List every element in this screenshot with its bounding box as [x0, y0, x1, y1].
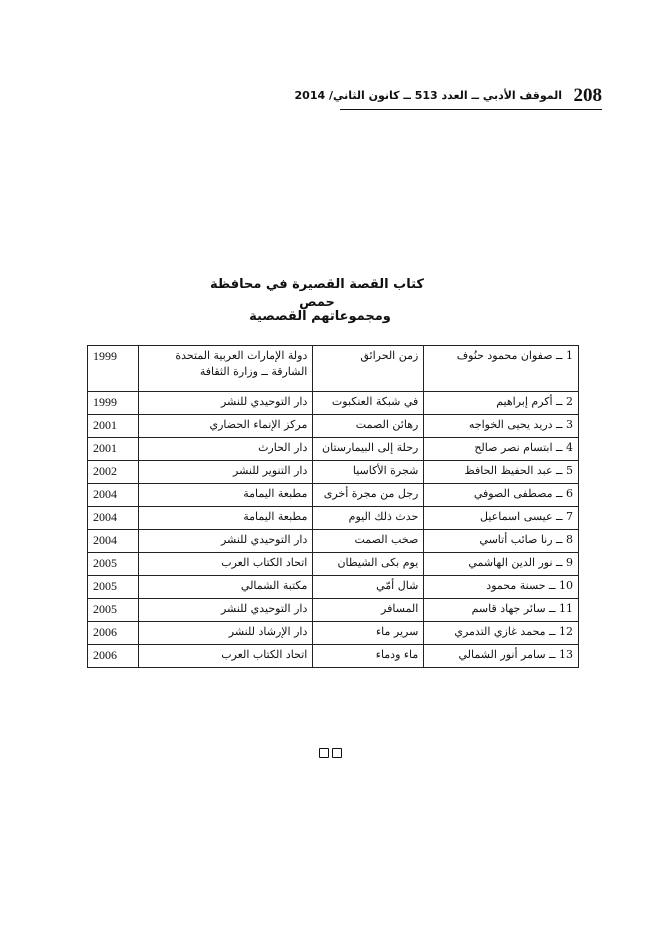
publisher-cell: دار التوحيدي للنشر — [138, 530, 313, 553]
book-title-cell: حدث ذلك اليوم — [313, 507, 424, 530]
table-row — [88, 576, 579, 599]
table-row — [88, 461, 579, 484]
author-cell: 10 ــ حسنة محمود — [424, 576, 579, 599]
author-cell: 2 ــ أكرم إبراهيم — [424, 392, 579, 415]
table-row — [88, 599, 579, 622]
table-row — [88, 553, 579, 576]
book-title-cell: رحلة إلى البيمارستان — [313, 438, 424, 461]
publisher-cell: دار الإرشاد للنشر — [138, 622, 313, 645]
publisher-cell: اتحاد الكتاب العرب — [138, 645, 313, 668]
year-cell: 2005 — [88, 576, 139, 599]
year-cell: 2002 — [88, 461, 139, 484]
book-title-cell: يوم بكى الشيطان — [313, 553, 424, 576]
publisher-cell: مركز الإنماء الحضاري — [138, 415, 313, 438]
author-cell: 5 ــ عبد الحفيظ الحافظ — [424, 461, 579, 484]
book-title-cell: ماء ودماء — [313, 645, 424, 668]
year-cell: 2006 — [88, 622, 139, 645]
publisher-cell: دار التوحيدي للنشر — [138, 392, 313, 415]
author-cell: 11 ــ سائر جهاد قاسم — [424, 599, 579, 622]
square-ornament-icon — [332, 748, 342, 758]
header-rule — [340, 109, 602, 110]
table-row — [88, 622, 579, 645]
table-row — [88, 346, 579, 392]
year-cell: 1999 — [88, 346, 139, 392]
book-title-cell: صخب الصمت — [313, 530, 424, 553]
author-cell: 9 ــ نور الدين الهاشمي — [424, 553, 579, 576]
year-cell: 2004 — [88, 484, 139, 507]
book-title-cell: سرير ماء — [313, 622, 424, 645]
table-row — [88, 507, 579, 530]
book-title-cell: رهائن الصمت — [313, 415, 424, 438]
author-cell: 13 ــ سامر أنور الشمالي — [424, 645, 579, 668]
page-number: 208 — [573, 85, 602, 106]
publisher-cell: دار التنوير للنشر — [138, 461, 313, 484]
author-cell: 1 ــ صفوان محمود حنُوف — [424, 346, 579, 392]
square-ornament-icon — [319, 748, 329, 758]
publisher-cell: اتحاد الكتاب العرب — [138, 553, 313, 576]
book-title-cell: شال أمّي — [313, 576, 424, 599]
publisher-cell: دار التوحيدي للنشر — [138, 599, 313, 622]
table-row — [88, 645, 579, 668]
book-title-cell: المسافر — [313, 599, 424, 622]
table-row — [88, 392, 579, 415]
article-subtitle: ومجموعاتهم القصصية — [249, 309, 391, 324]
author-cell: 4 ــ ابتسام نصر صالح — [424, 438, 579, 461]
publisher-cell: دار الحارث — [138, 438, 313, 461]
year-cell: 1999 — [88, 392, 139, 415]
book-title-cell: شجرة الأكاسيا — [313, 461, 424, 484]
year-cell: 2004 — [88, 530, 139, 553]
publisher-cell: دولة الإمارات العربية المتحدة الشارقة ــ وزارة الثقافة — [138, 346, 313, 392]
author-cell: 7 ــ عيسى اسماعيل — [424, 507, 579, 530]
page-header — [294, 84, 602, 112]
publisher-cell: مطبعة اليمامة — [138, 507, 313, 530]
article-title: كتاب القصة القصيرة في محافظة حمص — [210, 277, 424, 310]
square-ornament-icon — [319, 748, 343, 760]
author-cell: 8 ــ رنا صائب أتاسي — [424, 530, 579, 553]
table-row — [88, 530, 579, 553]
table-row — [88, 415, 579, 438]
table-row — [88, 438, 579, 461]
publisher-cell: مطبعة اليمامة — [138, 484, 313, 507]
publisher-cell: مكتبة الشمالي — [138, 576, 313, 599]
author-cell: 6 ــ مصطفى الصوفي — [424, 484, 579, 507]
book-title-cell: زمن الحرائق — [313, 346, 424, 392]
year-cell: 2005 — [88, 599, 139, 622]
table-row — [88, 484, 579, 507]
year-cell: 2004 — [88, 507, 139, 530]
year-cell: 2005 — [88, 553, 139, 576]
author-cell: 3 ــ دريد يحيى الخواجه — [424, 415, 579, 438]
authors-table — [87, 345, 579, 668]
author-cell: 12 ــ محمد غازي التدمري — [424, 622, 579, 645]
year-cell: 2006 — [88, 645, 139, 668]
book-title-cell: رجل من مجرة أخرى — [313, 484, 424, 507]
year-cell: 2001 — [88, 438, 139, 461]
book-title-cell: في شبكة العنكبوت — [313, 392, 424, 415]
year-cell: 2001 — [88, 415, 139, 438]
running-head: الموقف الأدبي ــ العدد 513 ــ كانون الثاني/ 2014 — [294, 89, 562, 102]
